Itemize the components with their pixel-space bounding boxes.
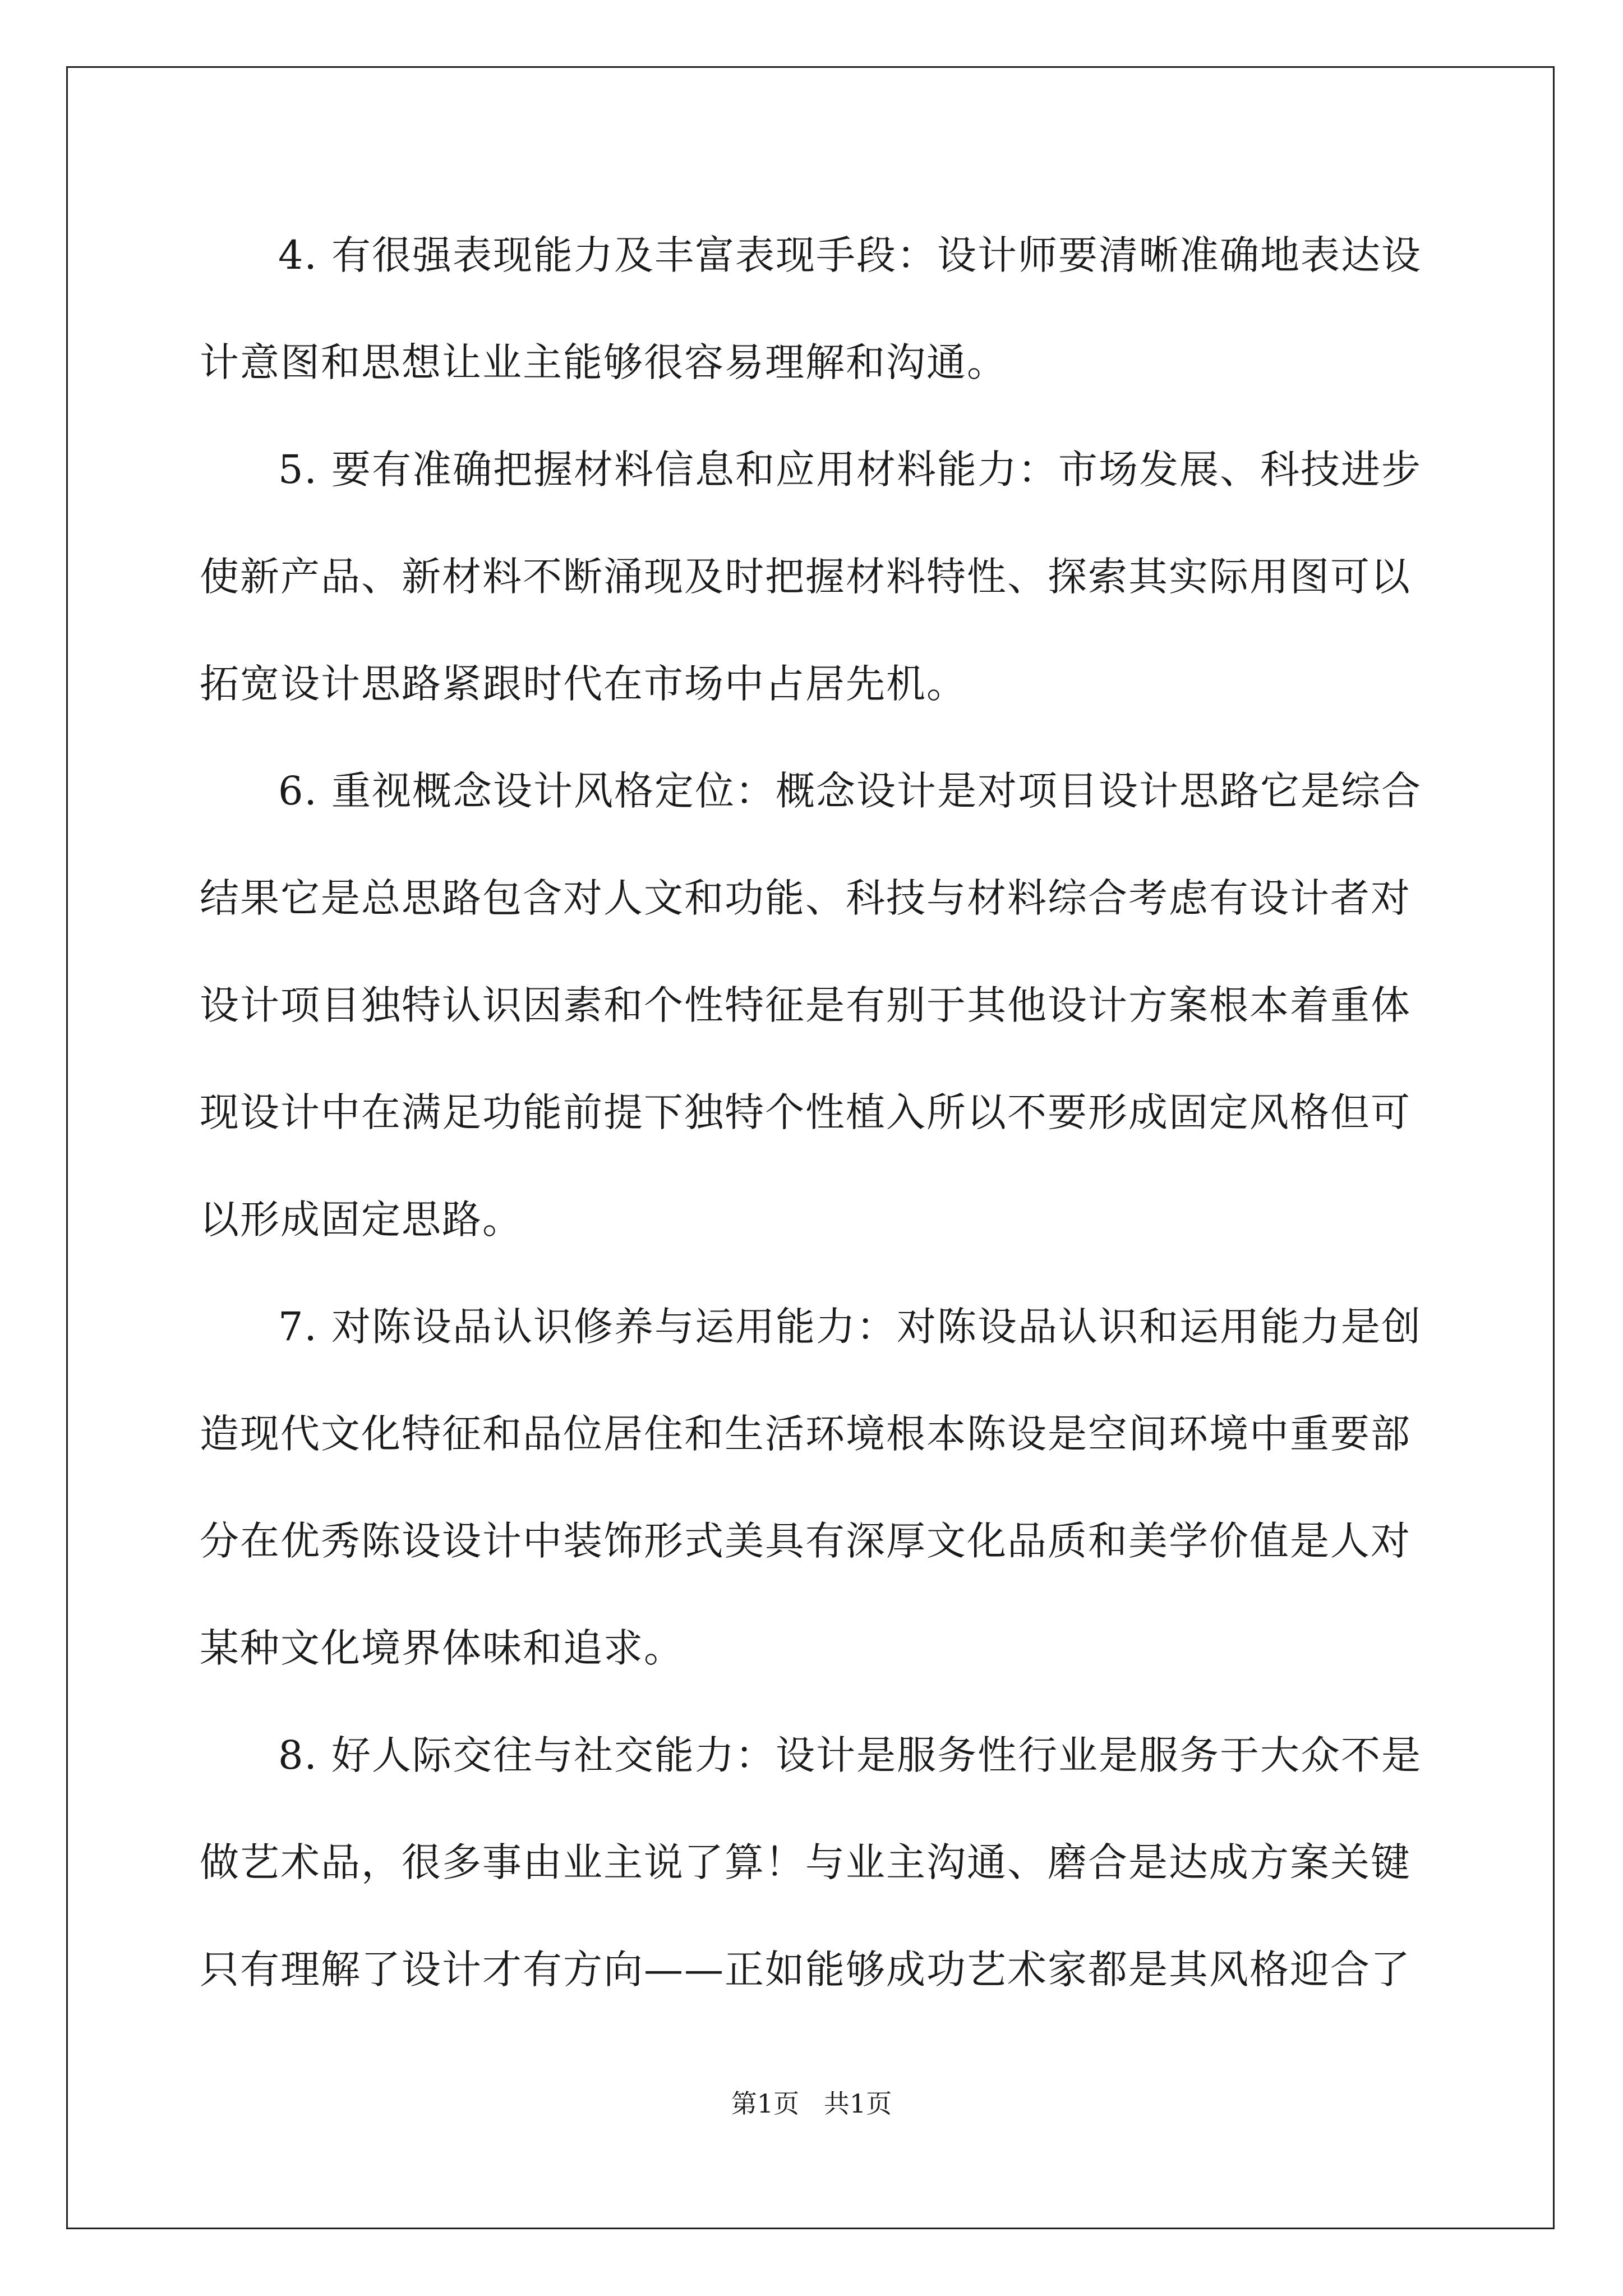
paragraph-line: 计意图和思想让业主能够很容易理解和沟通。 [200, 339, 1007, 385]
page-footer: 第1页 共1页 [731, 2088, 892, 2119]
paragraph-line: 7. 对陈设品认识修养与运用能力：对陈设品认识和运用能力是创 [278, 1304, 1422, 1350]
paragraph-line: 8. 好人际交往与社交能力：设计是服务性行业是服务于大众不是 [278, 1732, 1422, 1778]
document-body [200, 202, 1428, 2023]
paragraph-line: 4. 有很强表现能力及丰富表现手段：设计师要清晰准确地表达设 [278, 232, 1422, 278]
paragraph-line: 5. 要有准确把握材料信息和应用材料能力：市场发展、科技进步 [278, 447, 1422, 493]
paragraph-line: 只有理解了设计才有方向——正如能够成功艺术家都是其风格迎合了 [200, 1947, 1411, 1993]
paragraph-line: 6. 重视概念设计风格定位：概念设计是对项目设计思路它是综合 [278, 768, 1422, 814]
paragraph-line: 某种文化境界体味和追求。 [200, 1625, 684, 1671]
paragraph-line: 现设计中在满足功能前提下独特个性植入所以不要形成固定风格但可 [200, 1089, 1411, 1135]
paragraph-line: 使新产品、新材料不断涌现及时把握材料特性、探索其实际用图可以 [200, 554, 1411, 600]
paragraph-line: 结果它是总思路包含对人文和功能、科技与材料综合考虑有设计者对 [200, 875, 1411, 921]
paragraph-line: 设计项目独特认识因素和个性特征是有别于其他设计方案根本着重体 [200, 982, 1411, 1028]
paragraph-line: 分在优秀陈设设计中装饰形式美具有深厚文化品质和美学价值是人对 [200, 1518, 1411, 1564]
paragraph-line: 做艺术品，很多事由业主说了算！与业主沟通、磨合是达成方案关键 [200, 1839, 1411, 1885]
paragraph-line: 造现代文化特征和品位居住和生活环境根本陈设是空间环境中重要部 [200, 1411, 1411, 1457]
paragraph-line: 拓宽设计思路紧跟时代在市场中占居先机。 [200, 661, 967, 707]
paragraph-line: 以形成固定思路。 [200, 1197, 523, 1243]
